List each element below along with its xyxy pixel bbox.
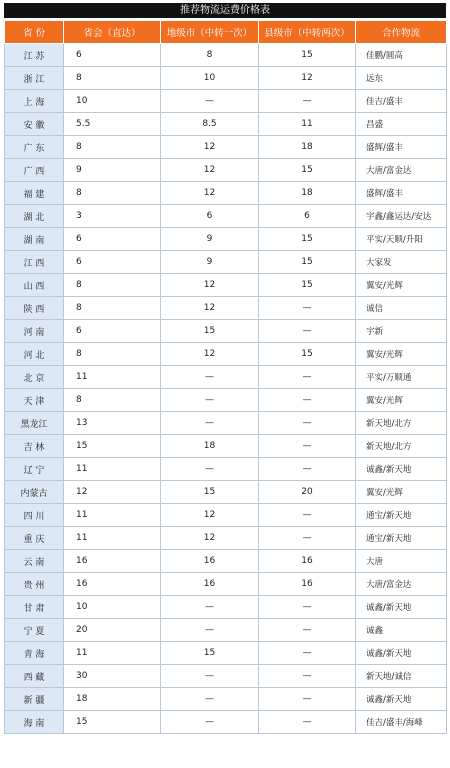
table-row [5,458,447,481]
cell-capital-price: 20 [64,619,161,642]
cell-capital-price: 8 [64,389,161,412]
cell-logistics: 佳吉/盛丰/海峰 [356,711,447,734]
cell-capital-price: 8 [64,274,161,297]
cell-prefecture-price: 15 [161,320,259,343]
cell-logistics: 新天地/北方 [356,435,447,458]
cell-capital-price: 9 [64,159,161,182]
cell-capital-price: 16 [64,550,161,573]
cell-logistics: 盛辉/盛丰 [356,136,447,159]
cell-capital-price: 15 [64,435,161,458]
table-row [5,297,447,320]
cell-province: 四 川 [5,504,64,527]
cell-province: 江 西 [5,251,64,274]
cell-prefecture-price: — [161,412,259,435]
cell-province: 湖 南 [5,228,64,251]
cell-province: 宁 夏 [5,619,64,642]
cell-capital-price: 30 [64,665,161,688]
table-row [5,251,447,274]
cell-capital-price: 6 [64,251,161,274]
cell-county-price: 20 [259,481,356,504]
cell-logistics: 佳吉/盛丰 [356,90,447,113]
cell-province: 福 建 [5,182,64,205]
cell-logistics: 诚鑫/新天地 [356,688,447,711]
table-row [5,665,447,688]
cell-county-price: 15 [259,251,356,274]
header-logistics: 合作物流 [356,21,447,44]
cell-county-price: — [259,297,356,320]
cell-province: 山 西 [5,274,64,297]
table-header-row [5,21,447,44]
cell-prefecture-price: 9 [161,228,259,251]
cell-capital-price: 8 [64,343,161,366]
cell-county-price: — [259,458,356,481]
cell-logistics: 诚信 [356,297,447,320]
cell-capital-price: 11 [64,366,161,389]
cell-province: 浙 江 [5,67,64,90]
cell-prefecture-price: 12 [161,274,259,297]
cell-county-price: — [259,688,356,711]
cell-prefecture-price: 12 [161,297,259,320]
table-row [5,711,447,734]
table-row [5,90,447,113]
table-row [5,435,447,458]
cell-county-price: — [259,527,356,550]
cell-county-price: — [259,90,356,113]
cell-prefecture-price: — [161,688,259,711]
cell-prefecture-price: 12 [161,182,259,205]
cell-county-price: 15 [259,274,356,297]
cell-province: 海 南 [5,711,64,734]
cell-province: 广 东 [5,136,64,159]
cell-prefecture-price: 10 [161,67,259,90]
cell-prefecture-price: 18 [161,435,259,458]
cell-county-price: 12 [259,67,356,90]
cell-capital-price: 12 [64,481,161,504]
cell-province: 黑龙江 [5,412,64,435]
cell-capital-price: 10 [64,90,161,113]
cell-county-price: — [259,412,356,435]
cell-county-price: 15 [259,343,356,366]
cell-county-price: — [259,389,356,412]
cell-prefecture-price: — [161,389,259,412]
table-row [5,113,447,136]
table-body [5,44,447,734]
cell-logistics: 翼安/光辉 [356,481,447,504]
header-prefecture: 地级市（中转一次） [161,21,259,44]
cell-logistics: 诚鑫/新天地 [356,596,447,619]
cell-prefecture-price: 12 [161,159,259,182]
cell-logistics: 翼安/光辉 [356,274,447,297]
cell-logistics: 大唐/富金达 [356,573,447,596]
cell-county-price: 15 [259,44,356,67]
table-row [5,343,447,366]
header-county: 县级市（中转两次） [259,21,356,44]
table-row [5,136,447,159]
cell-capital-price: 8 [64,67,161,90]
cell-capital-price: 8 [64,297,161,320]
cell-logistics: 大唐 [356,550,447,573]
cell-prefecture-price: 15 [161,481,259,504]
cell-capital-price: 5.5 [64,113,161,136]
cell-province: 甘 肃 [5,596,64,619]
header-capital: 省会（直达） [64,21,161,44]
cell-capital-price: 11 [64,527,161,550]
table-row [5,642,447,665]
cell-capital-price: 8 [64,136,161,159]
cell-logistics: 远东 [356,67,447,90]
table-row [5,481,447,504]
table-row [5,550,447,573]
cell-county-price: 18 [259,136,356,159]
cell-county-price: 16 [259,573,356,596]
cell-prefecture-price: 9 [161,251,259,274]
cell-province: 重 庆 [5,527,64,550]
cell-province: 贵 州 [5,573,64,596]
cell-logistics: 大唐/富金达 [356,159,447,182]
cell-province: 河 南 [5,320,64,343]
table-row [5,573,447,596]
cell-logistics: 平实/万顺通 [356,366,447,389]
cell-logistics: 新天地/北方 [356,412,447,435]
table-row [5,159,447,182]
cell-prefecture-price: 12 [161,527,259,550]
cell-province: 河 北 [5,343,64,366]
cell-logistics: 佳鹏/圆高 [356,44,447,67]
cell-capital-price: 6 [64,44,161,67]
cell-prefecture-price: — [161,596,259,619]
cell-county-price: — [259,366,356,389]
header-province: 省 份 [5,21,64,44]
cell-county-price: 18 [259,182,356,205]
table-row [5,228,447,251]
cell-logistics: 诚鑫 [356,619,447,642]
cell-province: 安 徽 [5,113,64,136]
cell-prefecture-price: — [161,90,259,113]
cell-logistics: 翼安/光辉 [356,343,447,366]
cell-prefecture-price: 6 [161,205,259,228]
cell-capital-price: 11 [64,642,161,665]
table-row [5,67,447,90]
cell-province: 新 疆 [5,688,64,711]
cell-province: 上 海 [5,90,64,113]
table-row [5,596,447,619]
cell-logistics: 通宝/新天地 [356,527,447,550]
cell-prefecture-price: — [161,366,259,389]
cell-province: 西 藏 [5,665,64,688]
cell-capital-price: 18 [64,688,161,711]
cell-province: 北 京 [5,366,64,389]
cell-prefecture-price: 8.5 [161,113,259,136]
cell-capital-price: 11 [64,504,161,527]
cell-county-price: — [259,504,356,527]
cell-logistics: 新天地/诚信 [356,665,447,688]
cell-county-price: 6 [259,205,356,228]
cell-capital-price: 11 [64,458,161,481]
cell-province: 湖 北 [5,205,64,228]
table-row [5,182,447,205]
cell-capital-price: 3 [64,205,161,228]
cell-capital-price: 16 [64,573,161,596]
table-row [5,389,447,412]
cell-prefecture-price: — [161,458,259,481]
cell-province: 吉 林 [5,435,64,458]
cell-province: 辽 宁 [5,458,64,481]
cell-capital-price: 8 [64,182,161,205]
cell-logistics: 大家发 [356,251,447,274]
cell-capital-price: 6 [64,228,161,251]
cell-logistics: 宇鑫/鑫运达/安达 [356,205,447,228]
cell-prefecture-price: — [161,711,259,734]
table-row [5,44,447,67]
cell-county-price: 16 [259,550,356,573]
table-row [5,205,447,228]
cell-logistics: 昌盛 [356,113,447,136]
cell-prefecture-price: 12 [161,343,259,366]
cell-logistics: 翼安/光辉 [356,389,447,412]
cell-prefecture-price: 15 [161,642,259,665]
cell-capital-price: 15 [64,711,161,734]
cell-county-price: 15 [259,159,356,182]
table-row [5,527,447,550]
cell-county-price: 15 [259,228,356,251]
cell-county-price: — [259,619,356,642]
cell-prefecture-price: 16 [161,573,259,596]
cell-county-price: — [259,642,356,665]
cell-capital-price: 6 [64,320,161,343]
table-row [5,504,447,527]
table-row [5,619,447,642]
cell-province: 青 海 [5,642,64,665]
cell-capital-price: 10 [64,596,161,619]
cell-prefecture-price: — [161,665,259,688]
cell-county-price: 11 [259,113,356,136]
cell-logistics: 平实/天顺/升阳 [356,228,447,251]
cell-province: 天 津 [5,389,64,412]
cell-prefecture-price: — [161,619,259,642]
cell-county-price: — [259,711,356,734]
table-row [5,688,447,711]
cell-logistics: 通宝/新天地 [356,504,447,527]
cell-logistics: 盛辉/盛丰 [356,182,447,205]
cell-prefecture-price: 12 [161,136,259,159]
cell-logistics: 诚鑫/新天地 [356,458,447,481]
cell-province: 内蒙古 [5,481,64,504]
cell-prefecture-price: 8 [161,44,259,67]
table-row [5,366,447,389]
cell-county-price: — [259,435,356,458]
cell-province: 江 苏 [5,44,64,67]
cell-province: 云 南 [5,550,64,573]
table-title: 推荐物流运费价格表 [4,3,446,18]
cell-county-price: — [259,665,356,688]
cell-prefecture-price: 16 [161,550,259,573]
cell-county-price: — [259,320,356,343]
table-row [5,274,447,297]
cell-province: 广 西 [5,159,64,182]
cell-county-price: — [259,596,356,619]
table-row [5,320,447,343]
cell-prefecture-price: 12 [161,504,259,527]
cell-capital-price: 13 [64,412,161,435]
cell-logistics: 诚鑫/新天地 [356,642,447,665]
cell-province: 陕 西 [5,297,64,320]
table-row [5,412,447,435]
cell-logistics: 宇新 [356,320,447,343]
freight-price-table [4,20,447,734]
